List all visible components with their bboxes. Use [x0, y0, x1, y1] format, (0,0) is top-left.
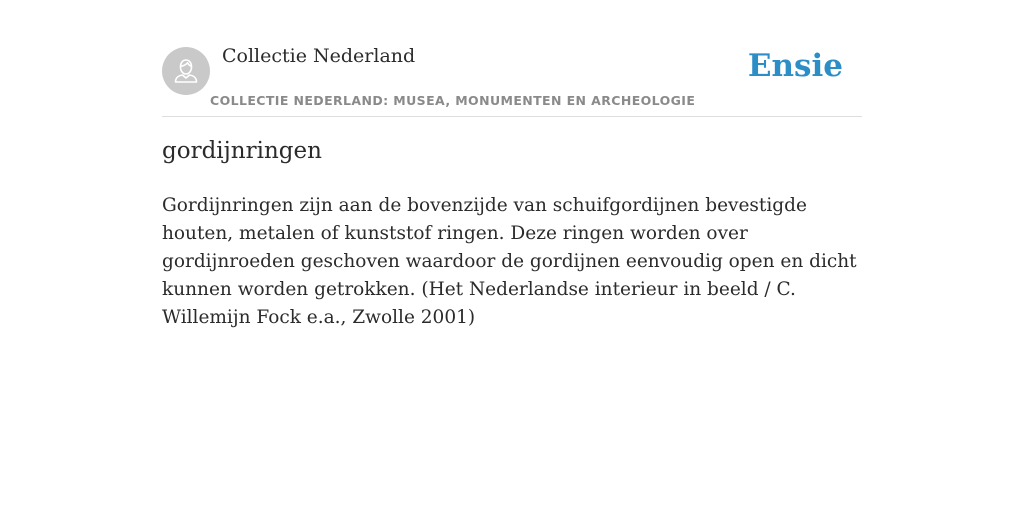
entry-term: gordijnringen	[162, 138, 322, 164]
entry-card	[162, 0, 862, 328]
entry-definition: Gordijnringen zijn aan de bovenzijde van schuifgordijnen bevestigde houten, metalen of kunststof ringen. Deze ringen worden over gordijnroeden geschoven waardoor de gordijnen eenvoudig open en dicht kunnen worden getrokken. (Het Nederlandse interieur in beeld / C. Willemijn Fock e.a., Zwolle 2001)	[162, 195, 857, 328]
brand-logo[interactable]: Ensie	[747, 48, 843, 84]
user-avatar-icon	[171, 56, 201, 86]
avatar[interactable]	[162, 47, 210, 95]
author-name[interactable]: Collectie Nederland	[222, 45, 416, 67]
entry-header	[162, 0, 862, 117]
author-subtitle: COLLECTIE NEDERLAND: MUSEA, MONUMENTEN EN ARCHEOLOGIE	[210, 93, 696, 108]
